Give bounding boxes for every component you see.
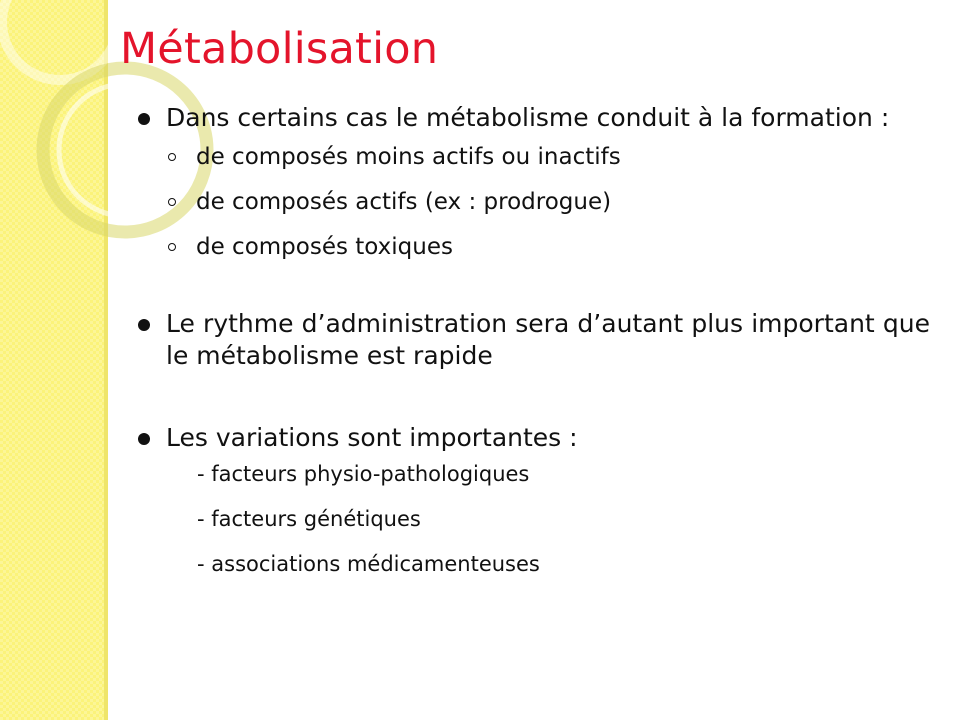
bullet-dot-icon [138, 433, 150, 445]
bullet-text: Dans certains cas le métabolisme conduit à la formation : [166, 103, 890, 132]
subitem-text: de composés toxiques [196, 234, 453, 260]
ring-bullet-icon [168, 153, 176, 161]
subitem-less-active [168, 142, 930, 172]
subitem-toxic [168, 232, 930, 262]
bullet-metabolism-formation [136, 102, 930, 134]
dash-item-physio-pathological: - facteurs physio-pathologiques [197, 462, 530, 486]
subitem-active [168, 187, 930, 217]
dash-item-genetic: - facteurs génétiques [197, 507, 421, 531]
bullet-text: Les variations sont importantes : [166, 423, 578, 452]
slide-content [136, 102, 930, 578]
dash-item-drug-associations: - associations médicamenteuses [197, 552, 540, 576]
ring-bullet-icon [168, 198, 176, 206]
bullet-variations [136, 422, 930, 454]
ring-bullet-icon [168, 243, 176, 251]
subitem-text: de composés moins actifs ou inactifs [196, 144, 621, 170]
dashlist-factors [136, 460, 930, 578]
subitem-text: de composés actifs (ex : prodrogue) [196, 189, 612, 215]
bullet-text: Le rythme d’administration sera d’autant plus important que le métabolisme est rapide [166, 309, 930, 370]
bullet-dot-icon [138, 319, 150, 331]
sublist-compounds [136, 142, 930, 262]
slide-title: Métabolisation [120, 24, 439, 74]
bullet-dot-icon [138, 113, 150, 125]
bullet-administration-rhythm [136, 308, 930, 372]
